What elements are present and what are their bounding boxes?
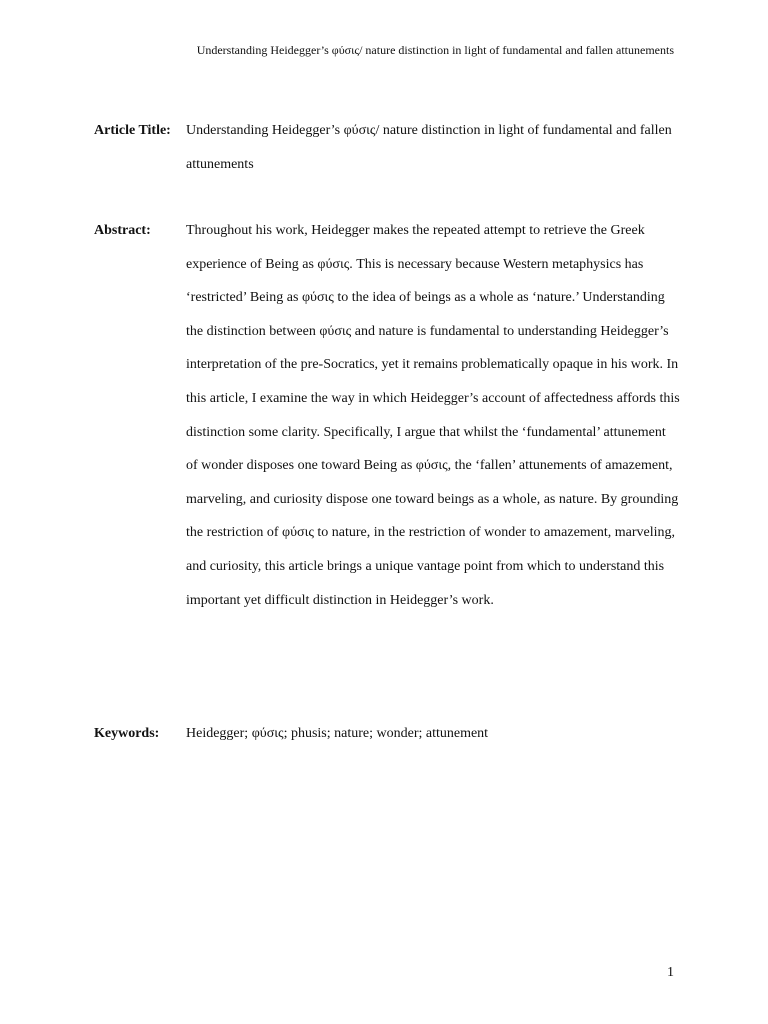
page-number: 1 bbox=[667, 965, 674, 980]
keywords-label: Keywords: bbox=[94, 726, 160, 741]
keywords-text: Heidegger; φύσις; phusis; nature; wonder; attunement bbox=[186, 726, 489, 741]
running-header: Understanding Heidegger’s φύσις/ nature distinction in light of fundamental and fallen attunements bbox=[196, 43, 674, 57]
abstract-text: Throughout his work, Heidegger makes the repeated attempt to retrieve the Greek experience of Being as φύσις. This is necessary because Western metaphysics has ‘restricted’ Being as φύσις to the idea of beings as a whole as ‘nature.’ Understanding the distinction between φύσις and nature is fundamental to understanding Heidegger’s interpretation of the pre-Socratics, yet it remains problematically opaque in his work. In this article, I examine the way in which Heidegger’s account of affectedness affords this distinction some clarity. Specifically, I argue that whilst the ‘fundamental’ attunement of wonder disposes one toward Being as φύσις, the ‘fallen’ attunements of amazement, marveling, and curiosity dispose one toward beings as a whole, as nature. By grounding the restriction of φύσις to nature, in the restriction of wonder to amazement, marveling, and curiosity, this article brings a unique vantage point from which to understand this important yet difficult distinction in Heidegger’s work. bbox=[186, 223, 680, 608]
abstract-label: Abstract: bbox=[94, 223, 151, 238]
article-title-label: Article Title: bbox=[94, 123, 171, 138]
article-title-text: Understanding Heidegger’s φύσις/ nature distinction in light of fundamental and fallen attunements bbox=[186, 123, 672, 172]
